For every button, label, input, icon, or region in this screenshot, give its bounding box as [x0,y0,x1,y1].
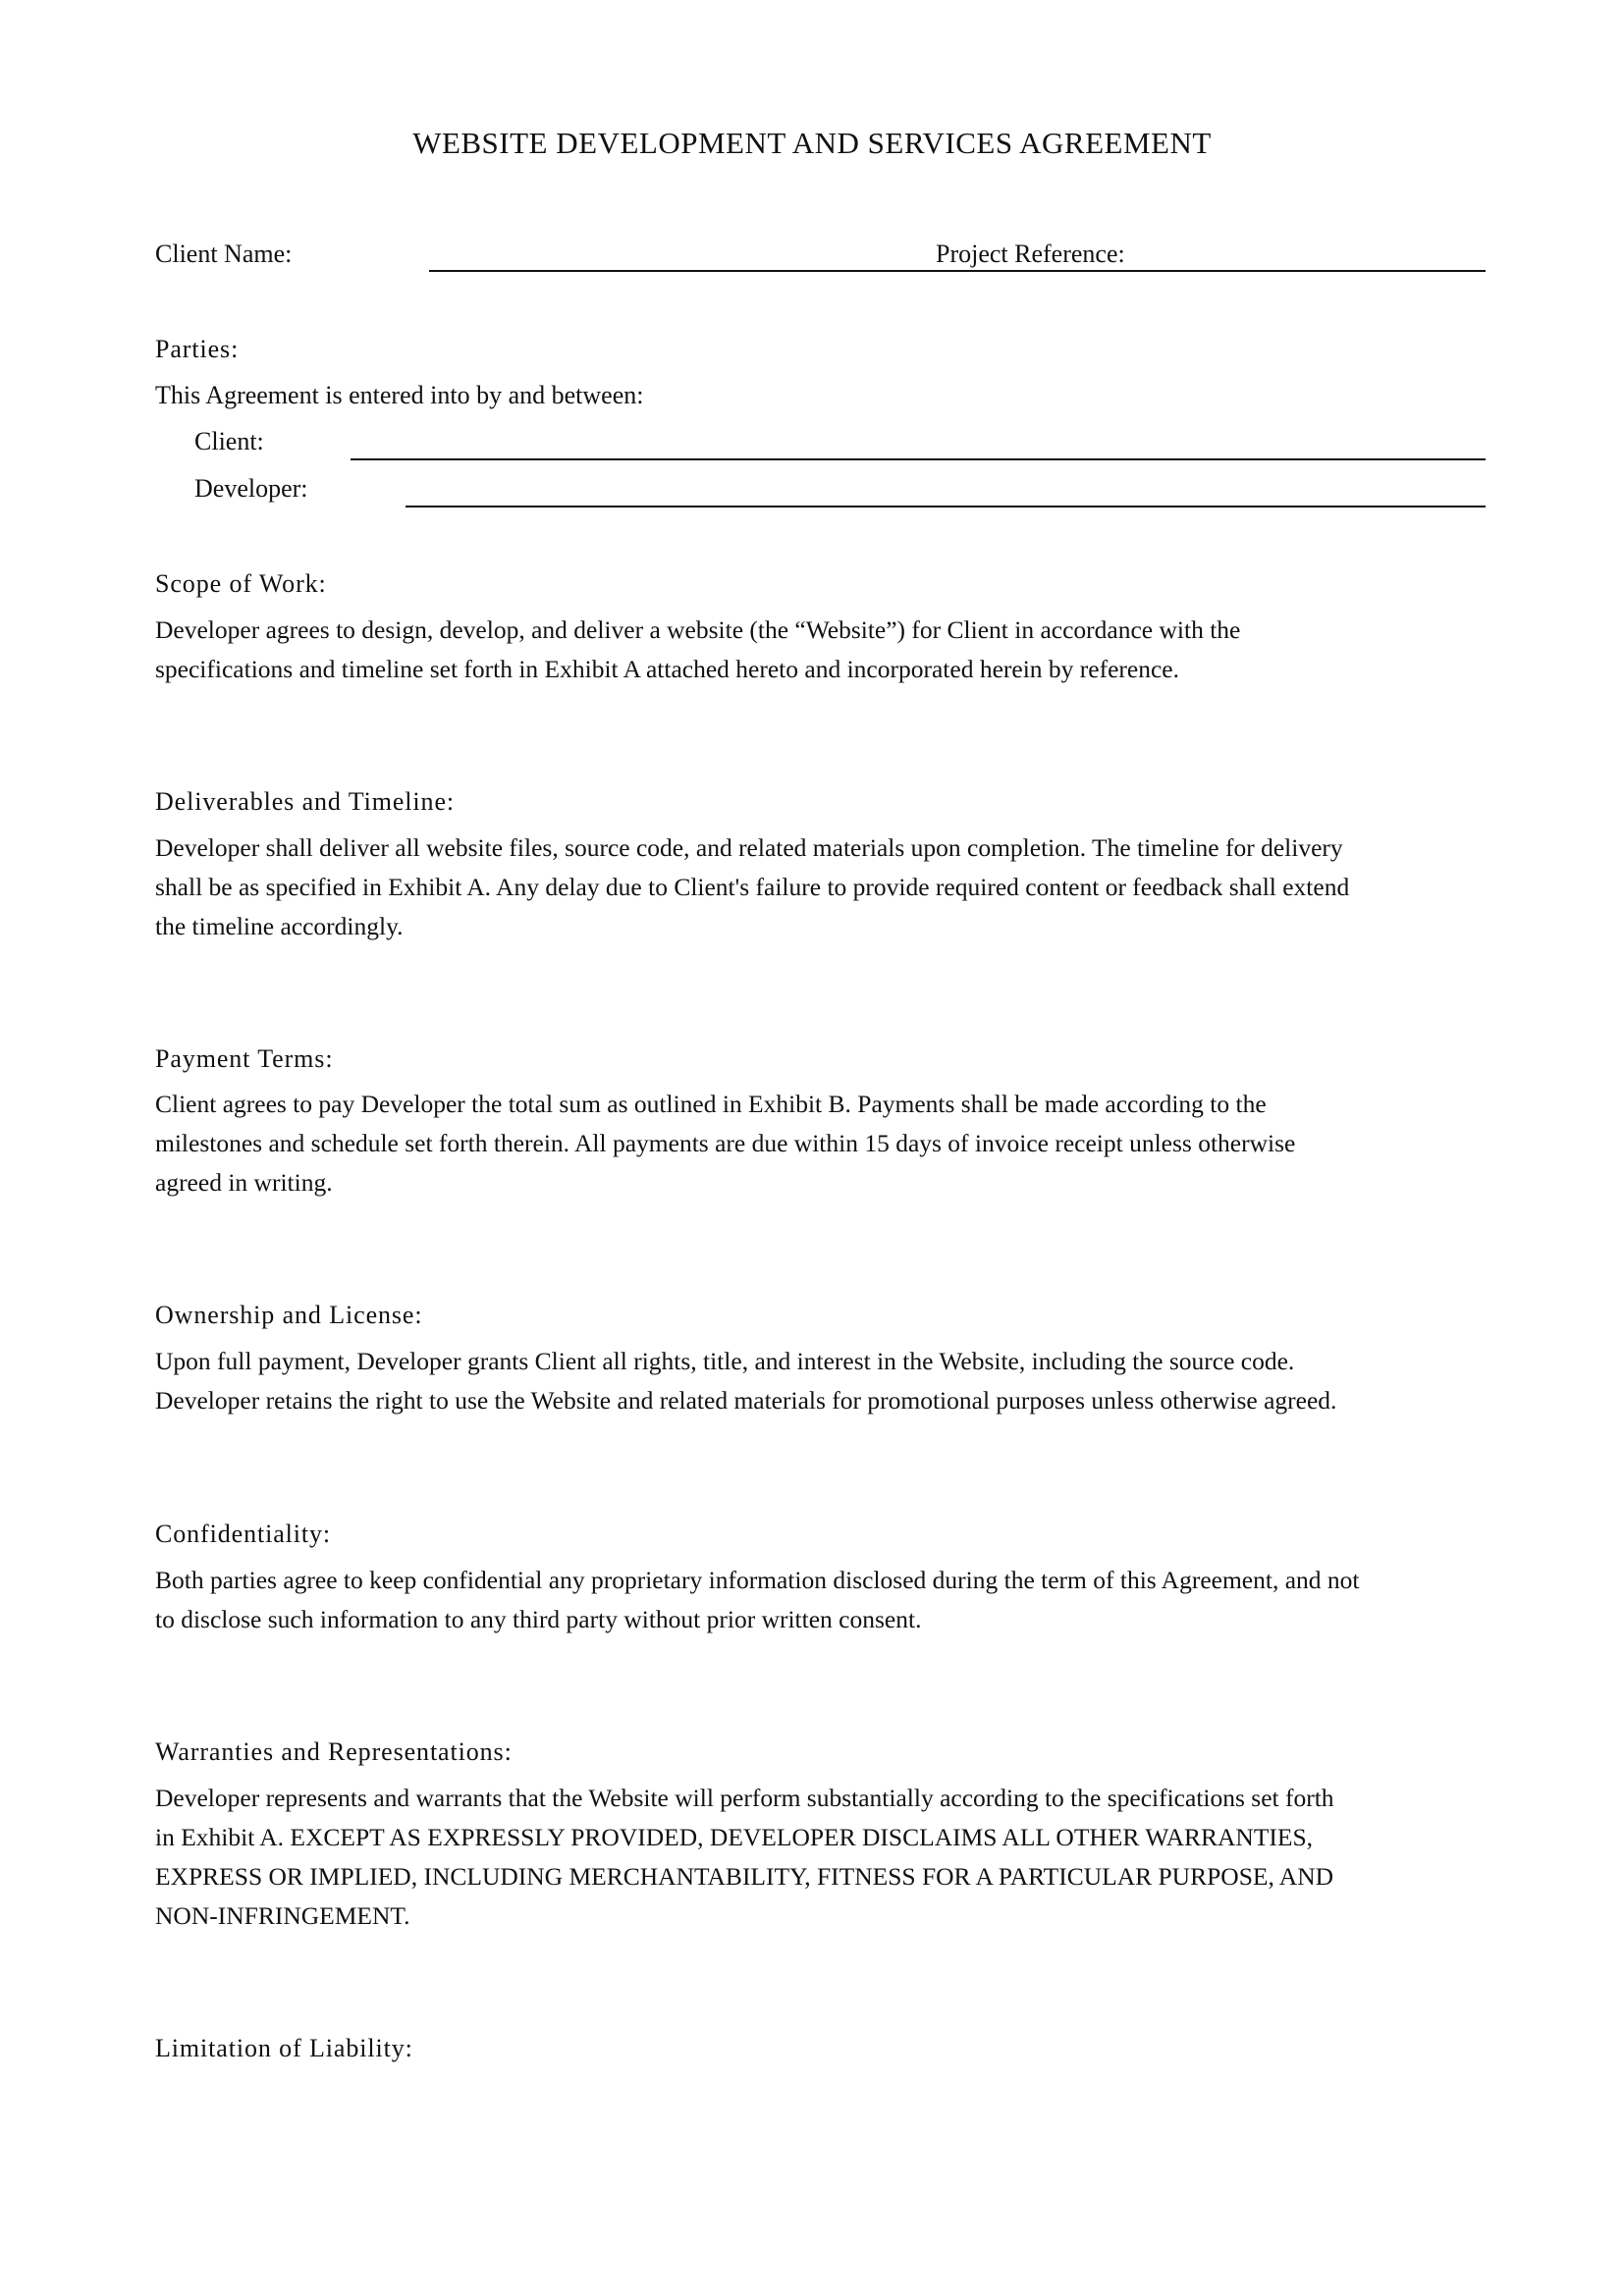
body-line: milestones and schedule set forth therein. All payments are due within 15 days of invoice receipt unless otherwise [155,1129,1296,1157]
body-line: Developer shall deliver all website files, source code, and related materials upon completion. The timeline for delivery [155,833,1343,862]
body-line: the timeline accordingly. [155,912,404,940]
body-line: specifications and timeline set forth in Exhibit A attached hereto and incorporated herein by reference. [155,655,1179,683]
body-line: Developer represents and warrants that the Website will perform substantially according to the specifications set forth [155,1784,1334,1812]
section-heading-deliverables: Deliverables and Timeline: [155,787,456,816]
body-line: Client agrees to pay Developer the total sum as outlined in Exhibit B. Payments shall be made according to the [155,1090,1267,1118]
section-body-payment-terms [155,1085,1490,1202]
body-line: to disclose such information to any third party without prior written consent. [155,1605,922,1633]
section-body-confidentiality [155,1561,1490,1639]
section-body-deliverables [155,828,1490,946]
developer-label: Developer: [194,474,308,503]
client-field-line[interactable] [351,458,1486,460]
section-body-scope-of-work [155,611,1490,689]
body-line: Upon full payment, Developer grants Client all rights, title, and interest in the Website, including the source code. [155,1347,1295,1375]
section-heading-warranties: Warranties and Representations: [155,1737,513,1766]
section-heading-limitation-of-liability: Limitation of Liability: [155,2034,413,2062]
section-heading-payment-terms: Payment Terms: [155,1044,334,1073]
developer-field-line[interactable] [406,506,1486,507]
section-heading-ownership: Ownership and License: [155,1301,423,1329]
client-name-label: Client Name: [155,240,293,268]
body-line: EXPRESS OR IMPLIED, INCLUDING MERCHANTABILITY, FITNESS FOR A PARTICULAR PURPOSE, AND [155,1862,1334,1891]
document-title: WEBSITE DEVELOPMENT AND SERVICES AGREEMENT [412,126,1212,160]
body-line: shall be as specified in Exhibit A. Any delay due to Client's failure to provide required content or feedback shall extend [155,873,1350,901]
parties-intro: This Agreement is entered into by and between: [155,381,644,409]
section-heading-scope-of-work: Scope of Work: [155,569,327,598]
body-line: in Exhibit A. EXCEPT AS EXPRESSLY PROVIDED, DEVELOPER DISCLAIMS ALL OTHER WARRANTIES, [155,1823,1314,1851]
project-reference-label: Project Reference: [936,240,1125,268]
section-body-ownership [155,1342,1490,1420]
section-heading-confidentiality: Confidentiality: [155,1520,332,1548]
client-label: Client: [194,427,264,455]
body-line: agreed in writing. [155,1168,333,1197]
body-line: Both parties agree to keep confidential any proprietary information disclosed during the term of this Agreement, and not [155,1566,1360,1594]
body-line: NON-INFRINGEMENT. [155,1901,410,1930]
parties-heading: Parties: [155,335,240,363]
body-line: Developer retains the right to use the Website and related materials for promotional purposes unless otherwise agreed. [155,1386,1337,1415]
section-body-warranties [155,1779,1490,1936]
body-line: Developer agrees to design, develop, and deliver a website (the “Website”) for Client in accordance with the [155,615,1241,644]
